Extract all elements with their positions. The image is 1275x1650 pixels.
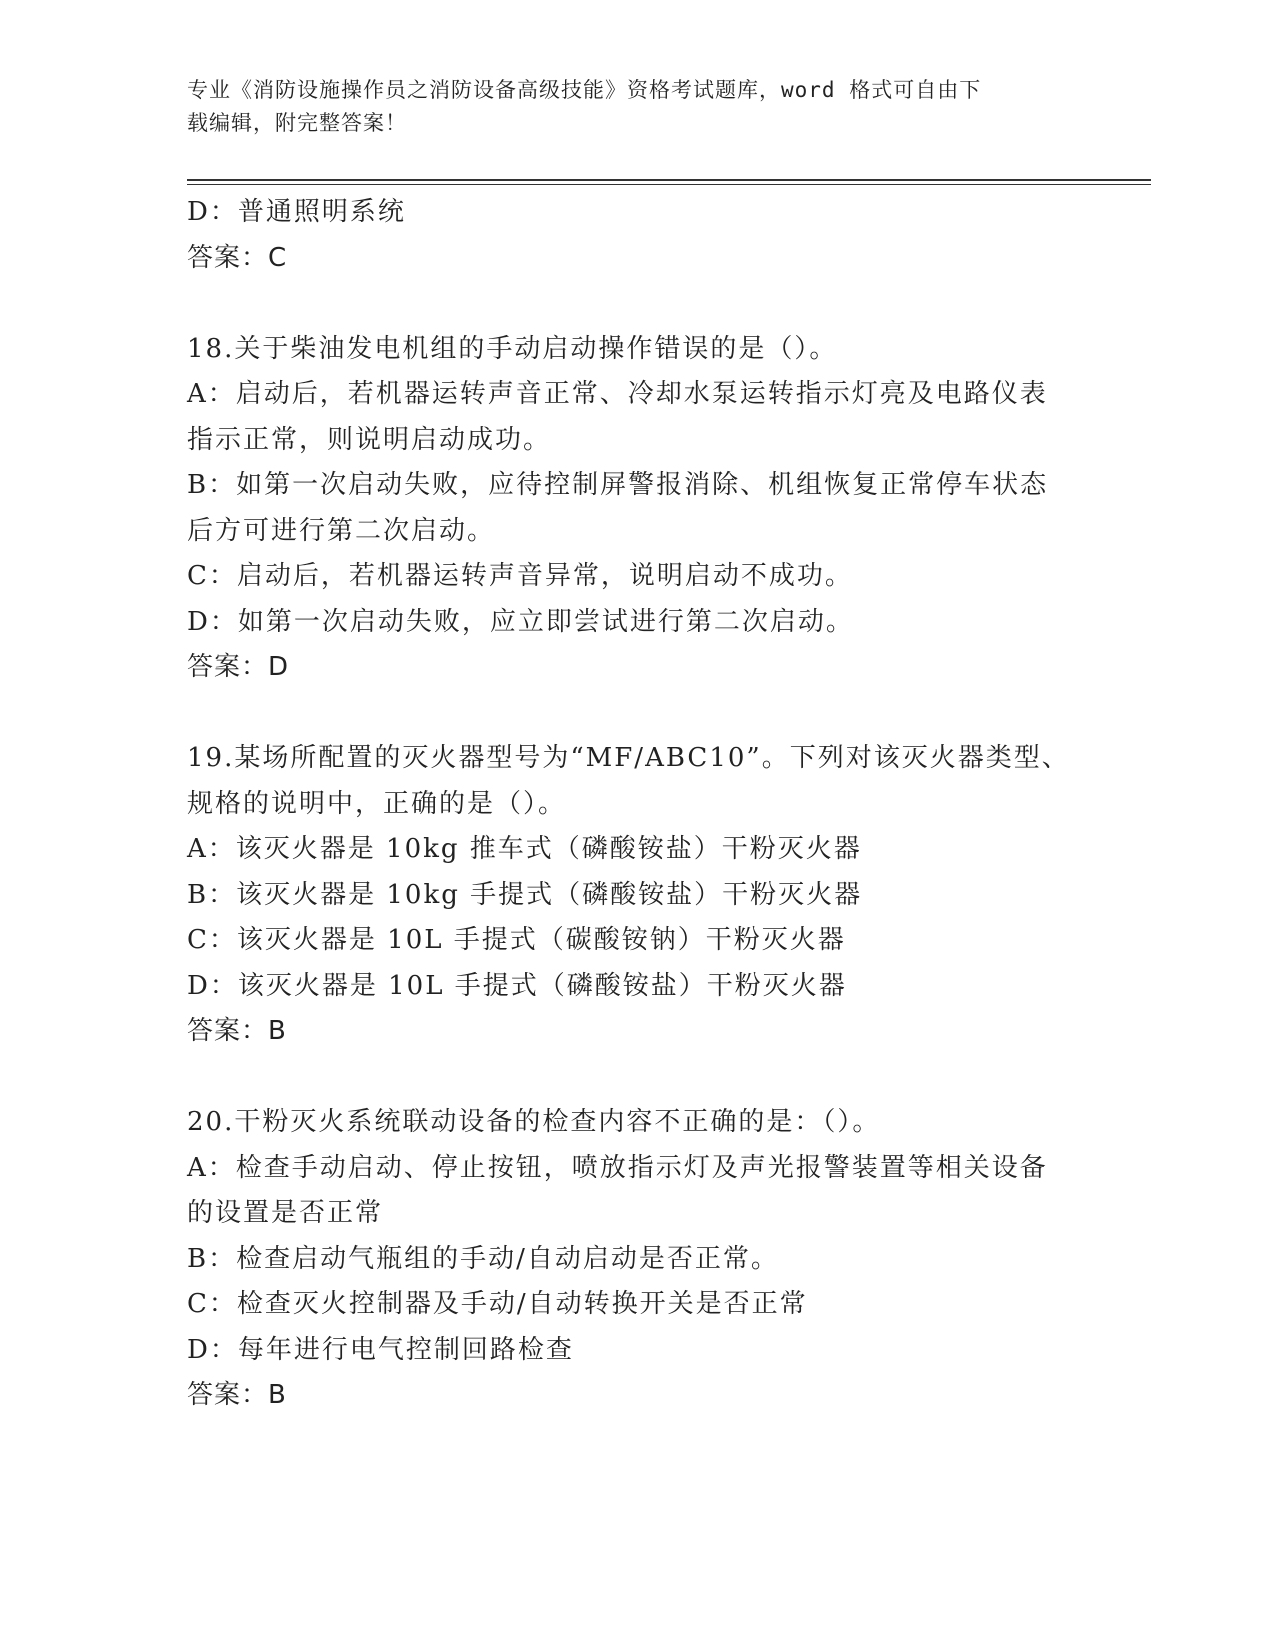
question-18	[187, 327, 1087, 691]
question-20-option-a: A：检查手动启动、停止按钮，喷放指示灯及声光报警装置等相关设备	[187, 1152, 1048, 1183]
question-18-option-c: C：启动后，若机器运转声音异常，说明启动不成功。	[187, 561, 853, 591]
page-header	[187, 74, 1087, 140]
question-19-option-a: A：该灭火器是 10kg 推车式（磷酸铵盐）干粉灭火器	[187, 834, 862, 864]
question-content	[187, 190, 1087, 1419]
header-line-1: 专业《消防设施操作员之消防设备高级技能》资格考试题库，word 格式可自由下	[187, 78, 982, 102]
question-20-option-c: C：检查灭火控制器及手动/自动转换开关是否正常	[187, 1289, 808, 1319]
question-19-option-d: D：该灭火器是 10L 手提式（磷酸铵盐）干粉灭火器	[187, 970, 847, 1001]
question-20-option-a-cont: 的设置是否正常	[187, 1198, 384, 1228]
question-18-stem: 18.关于柴油发电机组的手动启动操作错误的是（）。	[187, 333, 838, 364]
question-18-option-b: B：如第一次启动失败，应待控制屏警报消除、机组恢复正常停车状态	[187, 470, 1049, 500]
question-19	[187, 736, 1087, 1055]
prev-option-d: D：普通照明系统	[187, 197, 406, 227]
question-18-option-b-cont: 后方可进行第二次启动。	[187, 515, 496, 546]
question-18-answer: 答案：D	[187, 652, 290, 682]
question-19-stem: 19.某场所配置的灭火器型号为“MF/ABC10”。下列对该灭火器类型、	[187, 743, 1070, 773]
question-19-option-c: C：该灭火器是 10L 手提式（碳酸铵钠）干粉灭火器	[187, 925, 846, 955]
question-20	[187, 1100, 1087, 1419]
header-line-2: 载编辑，附完整答案！	[187, 111, 407, 135]
question-19-option-b: B：该灭火器是 10kg 手提式（磷酸铵盐）干粉灭火器	[187, 879, 863, 910]
spacer	[187, 281, 1087, 327]
question-20-option-d: D：每年进行电气控制回路检查	[187, 1334, 574, 1365]
question-18-option-d: D：如第一次启动失败，应立即尝试进行第二次启动。	[187, 606, 854, 637]
header-divider-thin	[187, 184, 1151, 185]
prev-answer: 答案：C	[187, 242, 288, 273]
question-19-stem-cont: 规格的说明中，正确的是（）。	[187, 788, 567, 819]
question-18-option-a-cont: 指示正常，则说明启动成功。	[187, 424, 552, 455]
question-20-option-b: B：检查启动气瓶组的手动/自动启动是否正常。	[187, 1243, 779, 1274]
spacer	[187, 691, 1087, 737]
question-19-answer: 答案：B	[187, 1016, 287, 1046]
spacer	[187, 1055, 1087, 1101]
question-20-answer: 答案：B	[187, 1380, 287, 1410]
question-20-stem: 20.干粉灭火系统联动设备的检查内容不正确的是：（）。	[187, 1107, 881, 1137]
header-divider-thick	[187, 179, 1151, 181]
question-18-option-a: A：启动后，若机器运转声音正常、冷却水泵运转指示灯亮及电路仪表	[187, 379, 1048, 409]
